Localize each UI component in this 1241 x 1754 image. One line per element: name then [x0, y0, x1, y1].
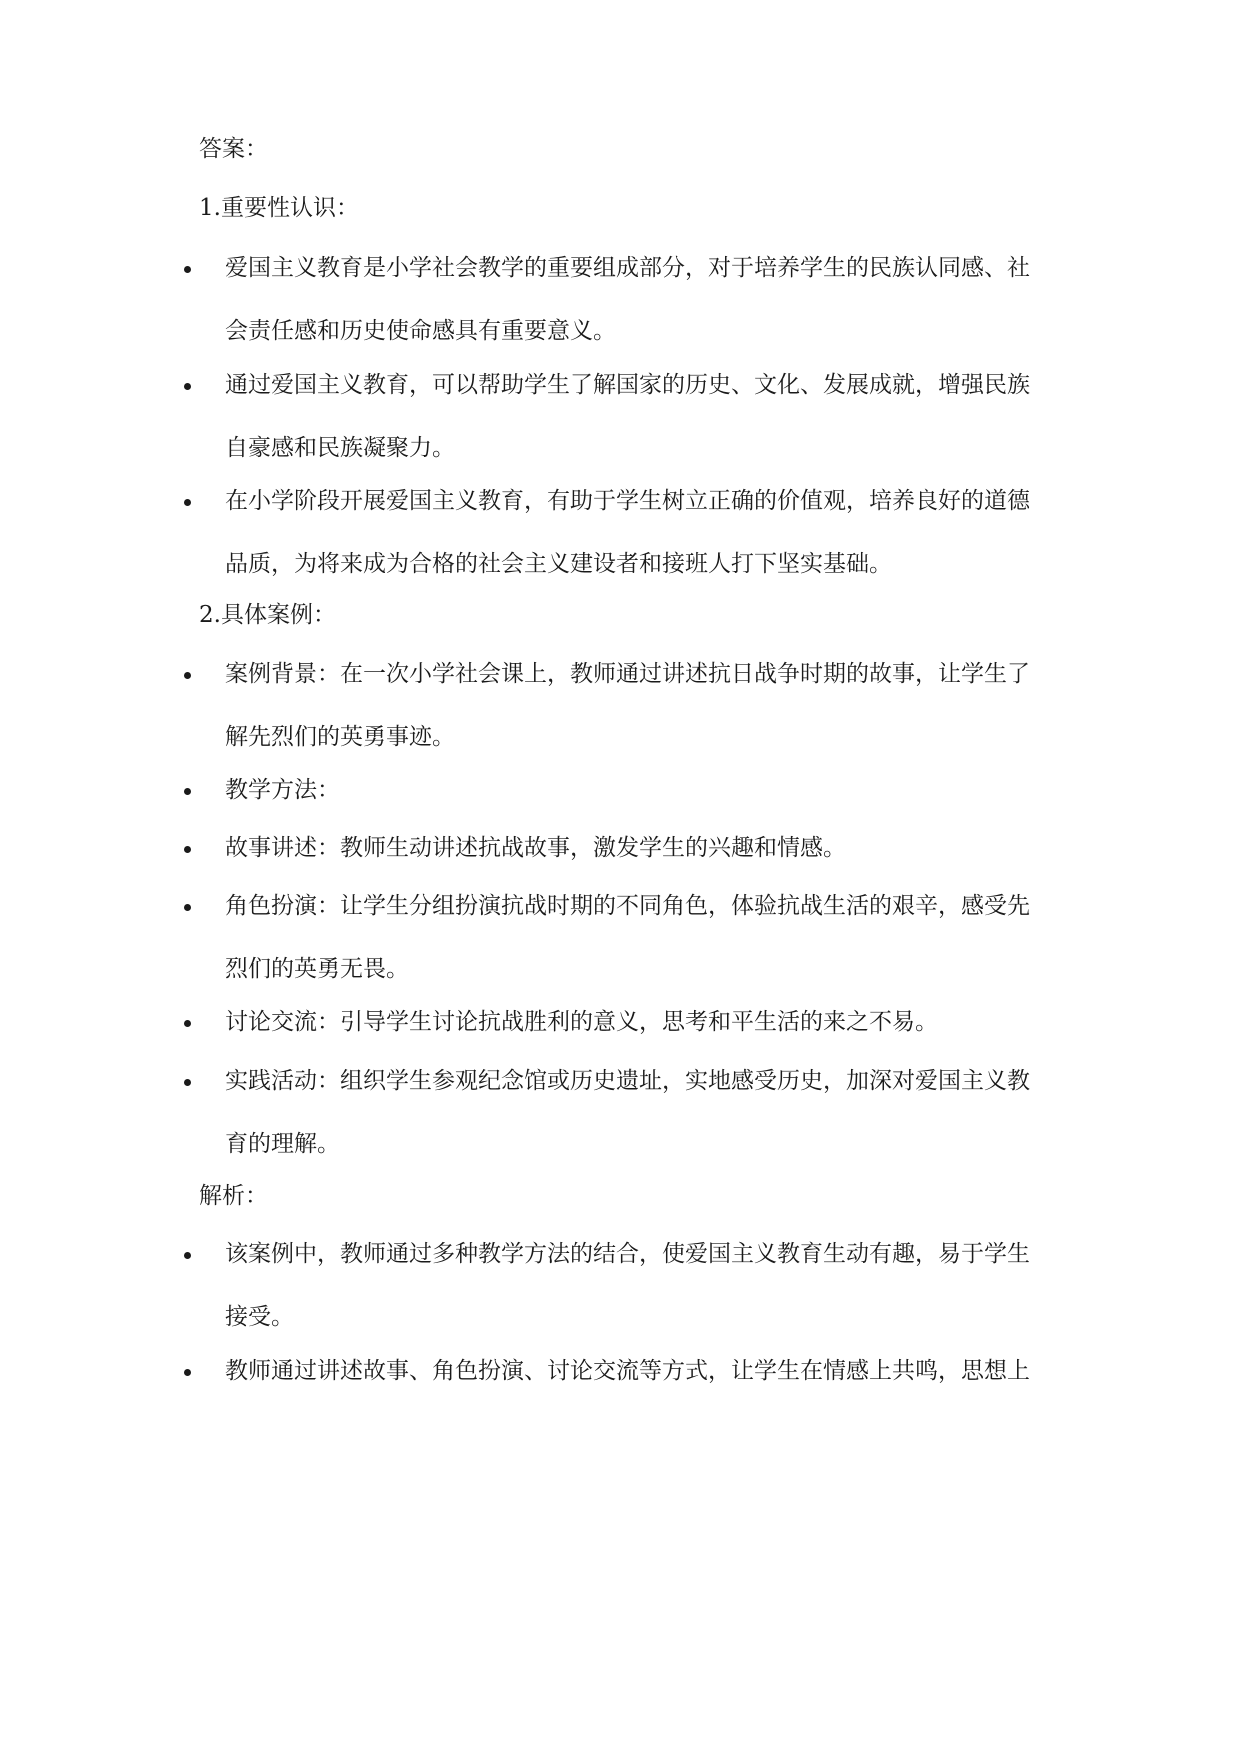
section2-heading: 2.具体案例：: [199, 602, 336, 628]
list-item-text: 育的理解。: [225, 1131, 340, 1157]
bullet-icon: [184, 1369, 191, 1376]
list-item-text: 教学方法：: [225, 777, 340, 803]
list-item-text: 案例背景：在一次小学社会课上，教师通过讲述抗日战争时期的故事，让学生了: [225, 661, 1030, 687]
list-item-text: 通过爱国主义教育，可以帮助学生了解国家的历史、文化、发展成就，增强民族: [225, 372, 1030, 398]
bullet-icon: [184, 499, 191, 506]
bullet-icon: [184, 846, 191, 853]
list-item-text: 故事讲述：教师生动讲述抗战故事，激发学生的兴趣和情感。: [225, 835, 846, 861]
list-item-text: 接受。: [225, 1304, 294, 1330]
analysis-heading: 解析：: [199, 1183, 268, 1209]
section1-heading: 1.重要性认识：: [199, 195, 359, 221]
list-item-text: 自豪感和民族凝聚力。: [225, 435, 455, 461]
bullet-icon: [184, 266, 191, 273]
list-item-text: 解先烈们的英勇事迹。: [225, 724, 455, 750]
list-item-text: 烈们的英勇无畏。: [225, 956, 409, 982]
bullet-icon: [184, 1079, 191, 1086]
list-item-text: 品质，为将来成为合格的社会主义建设者和接班人打下坚实基础。: [225, 551, 892, 577]
list-item-text: 讨论交流：引导学生讨论抗战胜利的意义，思考和平生活的来之不易。: [225, 1009, 938, 1035]
bullet-icon: [184, 383, 191, 390]
list-item-text: 在小学阶段开展爱国主义教育，有助于学生树立正确的价值观，培养良好的道德: [225, 488, 1030, 514]
list-item-text: 爱国主义教育是小学社会教学的重要组成部分，对于培养学生的民族认同感、社: [225, 255, 1030, 281]
list-item-text: 实践活动：组织学生参观纪念馆或历史遗址，实地感受历史，加深对爱国主义教: [225, 1068, 1030, 1094]
bullet-icon: [184, 672, 191, 679]
bullet-icon: [184, 788, 191, 795]
bullet-icon: [184, 1020, 191, 1027]
answer-heading: 答案：: [199, 136, 268, 162]
list-item-text: 教师通过讲述故事、角色扮演、讨论交流等方式，让学生在情感上共鸣，思想上: [225, 1358, 1030, 1384]
bullet-icon: [184, 904, 191, 911]
list-item-text: 角色扮演：让学生分组扮演抗战时期的不同角色，体验抗战生活的艰辛，感受先: [225, 893, 1030, 919]
list-item-text: 会责任感和历史使命感具有重要意义。: [225, 318, 616, 344]
bullet-icon: [184, 1252, 191, 1259]
list-item-text: 该案例中，教师通过多种教学方法的结合，使爱国主义教育生动有趣，易于学生: [225, 1241, 1030, 1267]
